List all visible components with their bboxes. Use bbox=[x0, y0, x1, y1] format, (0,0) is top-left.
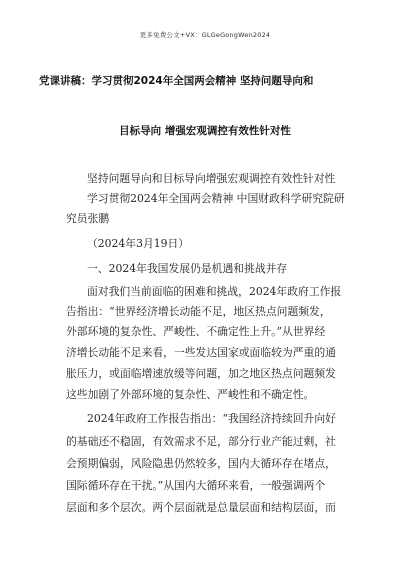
header-note: 更多免费公文+VX：GLGeGongWen2024 bbox=[139, 31, 271, 39]
document-title-line-1: 党课讲稿：学习贯彻2024年全国两会精神 坚持问题导向和 bbox=[39, 75, 314, 87]
paragraph-1-line: 面对我们当前面临的困难和挑战，2024年政府工作报 bbox=[87, 285, 342, 298]
paragraph-2-line: 会预期偏弱，风险隐患仍然较多，国内大循环存在堵点， bbox=[66, 457, 336, 470]
subtitle: 坚持问题导向和目标导向增强宏观调控有效性针对性 bbox=[87, 172, 336, 185]
paragraph-1-line: 告指出：“世界经济增长动能不足，地区热点问题频发， bbox=[66, 305, 331, 318]
intro-line-1: 学习贯彻2024年全国两会精神 中国财政科学研究院研 bbox=[87, 192, 345, 205]
paragraph-2-line: 层面和多个层次。两个层面就是总量层面和结构层面，而 bbox=[66, 501, 336, 514]
paragraph-2-line: 2024年政府工作报告指出：“我国经济持续回升向好 bbox=[87, 412, 336, 425]
intro-line-2: 究员张鹏 bbox=[66, 212, 110, 225]
paragraph-1-line: 外部环境的复杂性、严峻性、不确定性上升。”从世界经 bbox=[66, 325, 326, 338]
paragraph-1-line: 这些加剧了外部环境的复杂性、严峻性和不确定性。 bbox=[66, 388, 315, 401]
paragraph-2-line: 的基础还不稳固，有效需求不足，部分行业产能过剩，社 bbox=[66, 435, 336, 448]
paragraph-2-line: 国际循环存在干扰。”从国内大循环来看，一般强调两个 bbox=[66, 479, 326, 492]
paragraph-1-line: 济增长动能不足来看，一些发达国家或面临较为严重的通 bbox=[66, 346, 336, 359]
document-title-line-2: 目标导向 增强宏观调控有效性针对性 bbox=[119, 125, 291, 137]
section-1-heading: 一、2024年我国发展仍是机遇和挑战并存 bbox=[87, 262, 288, 275]
date-line: （2024年3月19日） bbox=[87, 237, 190, 250]
paragraph-1-line: 胀压力，或面临增速放缓等问题，加之地区热点问题频发 bbox=[66, 367, 336, 380]
